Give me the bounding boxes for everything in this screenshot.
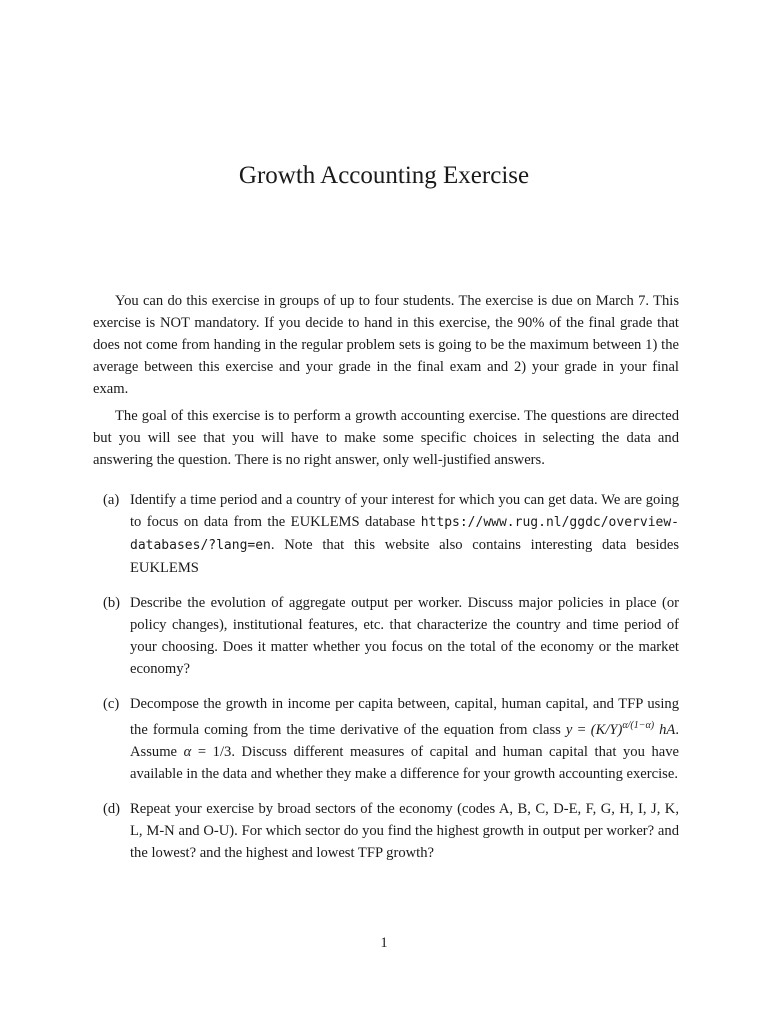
item-text: Decompose the growth in income per capita between, capital, human capital, and TFP using the formula coming from the time derivative of the equation from class [130,696,679,738]
item-label: (a) [103,492,120,508]
list-item [93,489,679,579]
alpha-value: = 1/3 [191,743,232,760]
item-label: (d) [103,800,121,817]
alpha-symbol: α [183,743,192,760]
item-text: . Discuss different measures of capital and human capital that you have available in the data and whether they make a difference for your growth accounting exercise. [130,743,679,782]
euklems-link[interactable]: https://www.rug.nl/ggdc/overview-databases/?lang=en [130,515,679,553]
goal-paragraph: The goal of this exercise is to perform a growth accounting exercise. The questions are directed but you will see that you will have to make some specific choices in selecting the data and answering the question. There is no right answer, only well-justified answers. [93,408,679,468]
page-number: 1 [380,935,388,951]
equation-exponent: α/(1−α) [622,720,655,731]
item-label: (c) [103,696,120,712]
list-item [93,592,679,680]
equation-rest: hA [654,721,676,738]
item-text: Identify a time period and a country of your interest for which you can get data. We are going to focus on data from the EUKLEMS database [130,492,679,530]
item-text: Repeat your exercise by broad sectors of the economy (codes A, B, C, D-E, F, G, H, I, J, K, L, M-N and O-U). For which sector do you find the highest growth in output per worker? and the lowest? and the highest and lowest TFP growth? [130,800,679,861]
list-item [93,693,679,785]
item-text: . Assume [130,721,679,760]
equation-lhs: y [565,721,573,738]
intro-paragraph: You can do this exercise in groups of up to four students. The exercise is due on March 7. This exercise is NOT mandatory. If you decide to hand in this exercise, the 90% of the final grade that does not come from handing in the regular problem sets is going to be the maximum between 1) the average between this exercise and your grade in the final exam and 2) your grade in your final exam. [93,293,679,397]
item-label: (b) [103,595,121,611]
question-list [93,489,679,877]
equation-sign: = [572,721,591,738]
equation-base: (K/Y) [590,721,623,738]
item-text: . Note that this website also contains interesting data besides EUKLEMS [130,537,679,576]
list-item [93,798,679,864]
page-title: Growth Accounting Exercise [238,162,530,189]
item-text: Describe the evolution of aggregate output per worker. Discuss major policies in place (or policy changes), institutional features, etc. that characterize the country and time period of your choosing. Does it matter whether you focus on the total of the economy or the market economy? [130,595,679,677]
